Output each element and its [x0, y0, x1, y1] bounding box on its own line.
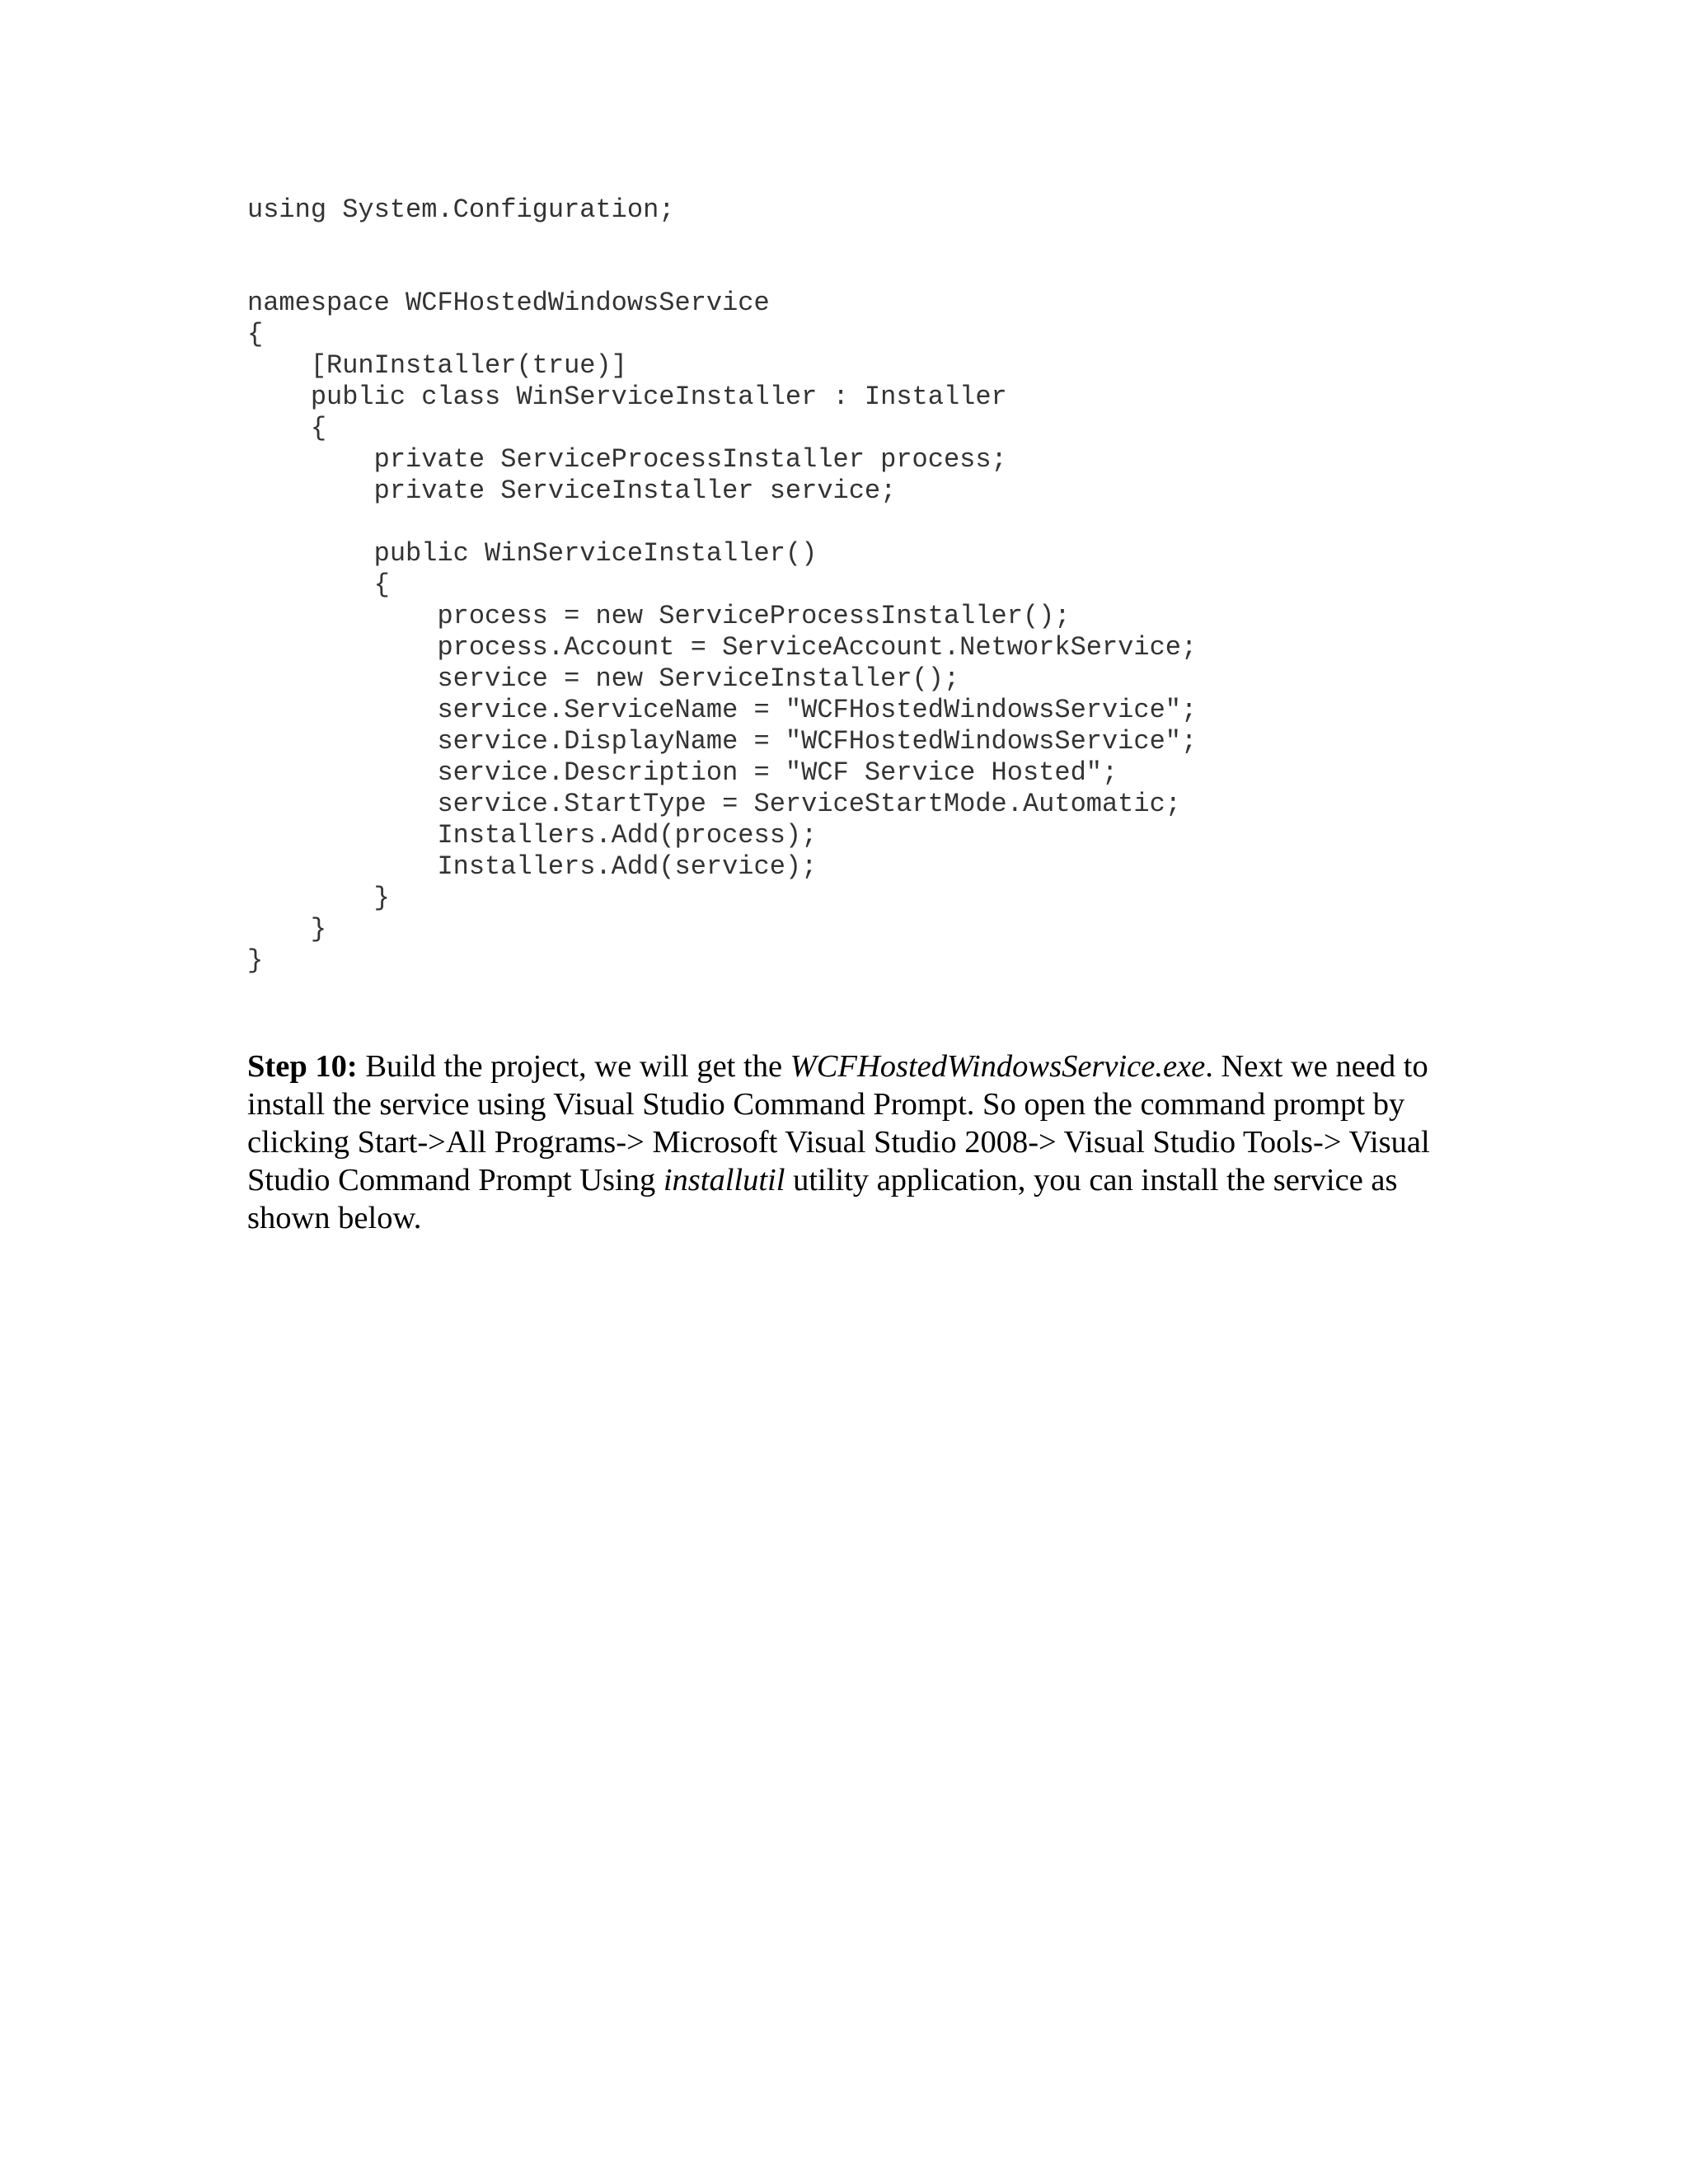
code-line: { — [247, 319, 264, 349]
utility-name: installutil — [663, 1162, 785, 1197]
exe-name: WCFHostedWindowsService.exe — [790, 1048, 1206, 1084]
code-line: Installers.Add(process); — [247, 820, 818, 851]
code-line: } — [247, 945, 264, 976]
code-line-blank — [247, 507, 1484, 538]
code-line: process = new ServiceProcessInstaller(); — [247, 601, 1071, 631]
code-line: private ServiceInstaller service; — [247, 476, 897, 506]
code-line: process.Account = ServiceAccount.NetworkService; — [247, 632, 1198, 663]
code-line: service.StartType = ServiceStartMode.Automatic; — [247, 789, 1181, 819]
code-line: public WinServiceInstaller() — [247, 538, 818, 569]
code-line: } — [247, 914, 327, 944]
code-line: service = new ServiceInstaller(); — [247, 663, 960, 694]
step-paragraph — [247, 1047, 1467, 1237]
code-line: private ServiceProcessInstaller process; — [247, 444, 1007, 475]
code-listing — [247, 194, 1484, 977]
code-line: } — [247, 883, 390, 913]
code-line: service.Description = "WCF Service Hosted"; — [247, 757, 1118, 788]
code-line: [RunInstaller(true)] — [247, 350, 627, 381]
code-line: public class WinServiceInstaller : Installer — [247, 382, 1007, 412]
code-line: using System.Configuration; — [247, 194, 675, 225]
code-line: Installers.Add(service); — [247, 851, 818, 882]
step-text-part: Build the project, we will get the — [357, 1048, 790, 1084]
code-line: { — [247, 569, 390, 600]
code-line: service.ServiceName = "WCFHostedWindowsService"; — [247, 695, 1198, 725]
step-label: Step 10: — [247, 1048, 358, 1084]
code-line: { — [247, 413, 327, 443]
step-text-part: . Next we need to install the service using Visual Studio Command Prompt. So open the command prompt by clicking Start->All Programs-> Microsoft Visual Studio 2008-> Visual Studio Tools-> Visual Studio Command Prompt Using — [247, 1048, 1430, 1197]
code-line: namespace WCFHostedWindowsService — [247, 288, 770, 318]
step-text-part: utility application, you can install the service as shown below. — [247, 1162, 1398, 1235]
code-line: service.DisplayName = "WCFHostedWindowsService"; — [247, 726, 1198, 757]
